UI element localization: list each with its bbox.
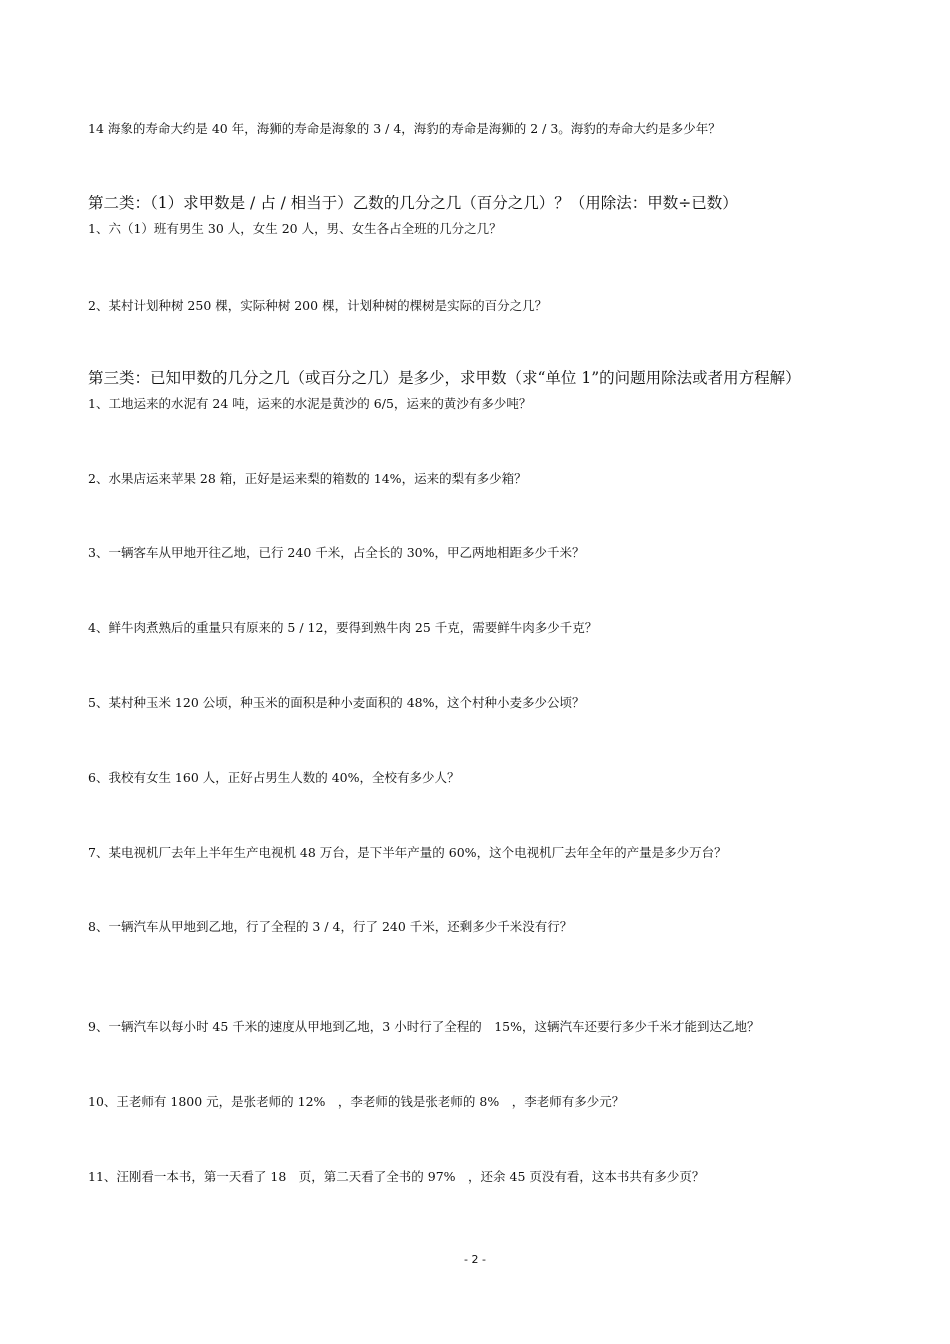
problem-14: 14 海象的寿命大约是 40 年，海狮的寿命是海象的 3 / 4，海豹的寿命是海狮的 2 / 3。海豹的寿命大约是多少年？ [88, 121, 721, 136]
section-3-problem-10: 10、王老师有 1800 元，是张老师的 12% ，李老师的钱是张老师的 8% ，李老师有多少元？ [88, 1094, 625, 1109]
section-3-problem-2: 2、水果店运来苹果 28 箱，正好是运来梨的箱数的 14%，运来的梨有多少箱？ [88, 471, 527, 486]
section-3-problem-3: 3、一辆客车从甲地开往乙地，已行 240 千米，占全长的 30%，甲乙两地相距多少千米？ [88, 545, 585, 560]
section-3-problem-5: 5、某村种玉米 120 公顷，种玉米的面积是种小麦面积的 48%，这个村种小麦多少公顷？ [88, 695, 585, 710]
section-3-problem-9: 9、一辆汽车以每小时 45 千米的速度从甲地到乙地，3 小时行了全程的 15%，这辆汽车还要行多少千米才能到达乙地？ [88, 1019, 760, 1034]
section-3-problem-1: 1、工地运来的水泥有 24 吨，运来的水泥是黄沙的 6/5，运来的黄沙有多少吨？ [88, 396, 532, 411]
section-3-heading: 第三类：已知甲数的几分之几（或百分之几）是多少，求甲数（求“单位 1”的问题用除法或者用方程解） [88, 369, 801, 387]
section-2-problem-2: 2、某村计划种树 250 棵，实际种树 200 棵，计划种树的棵树是实际的百分之几？ [88, 298, 548, 313]
section-2-heading: 第二类：（1）求甲数是 / 占 / 相当于）乙数的几分之几（百分之几）？（用除法：甲数÷已数） [88, 194, 738, 212]
section-2-problem-1: 1、六（1）班有男生 30 人，女生 20 人，男、女生各占全班的几分之几？ [88, 221, 502, 236]
section-3-problem-7: 7、某电视机厂去年上半年生产电视机 48 万台，是下半年产量的 60%，这个电视机厂去年全年的产量是多少万台？ [88, 845, 727, 860]
section-3-problem-6: 6、我校有女生 160 人，正好占男生人数的 40%，全校有多少人？ [88, 770, 460, 785]
section-3-problem-4: 4、鲜牛肉煮熟后的重量只有原来的 5 / 12，要得到熟牛肉 25 千克，需要鲜牛肉多少千克？ [88, 620, 598, 635]
page-number: - 2 - [464, 1253, 486, 1266]
section-3-problem-11: 11、汪刚看一本书，第一天看了 18 页，第二天看了全书的 97% ，还余 45 页没有看，这本书共有多少页？ [88, 1169, 705, 1184]
section-3-problem-8: 8、一辆汽车从甲地到乙地，行了全程的 3 / 4，行了 240 千米，还剩多少千米没有行？ [88, 919, 573, 934]
